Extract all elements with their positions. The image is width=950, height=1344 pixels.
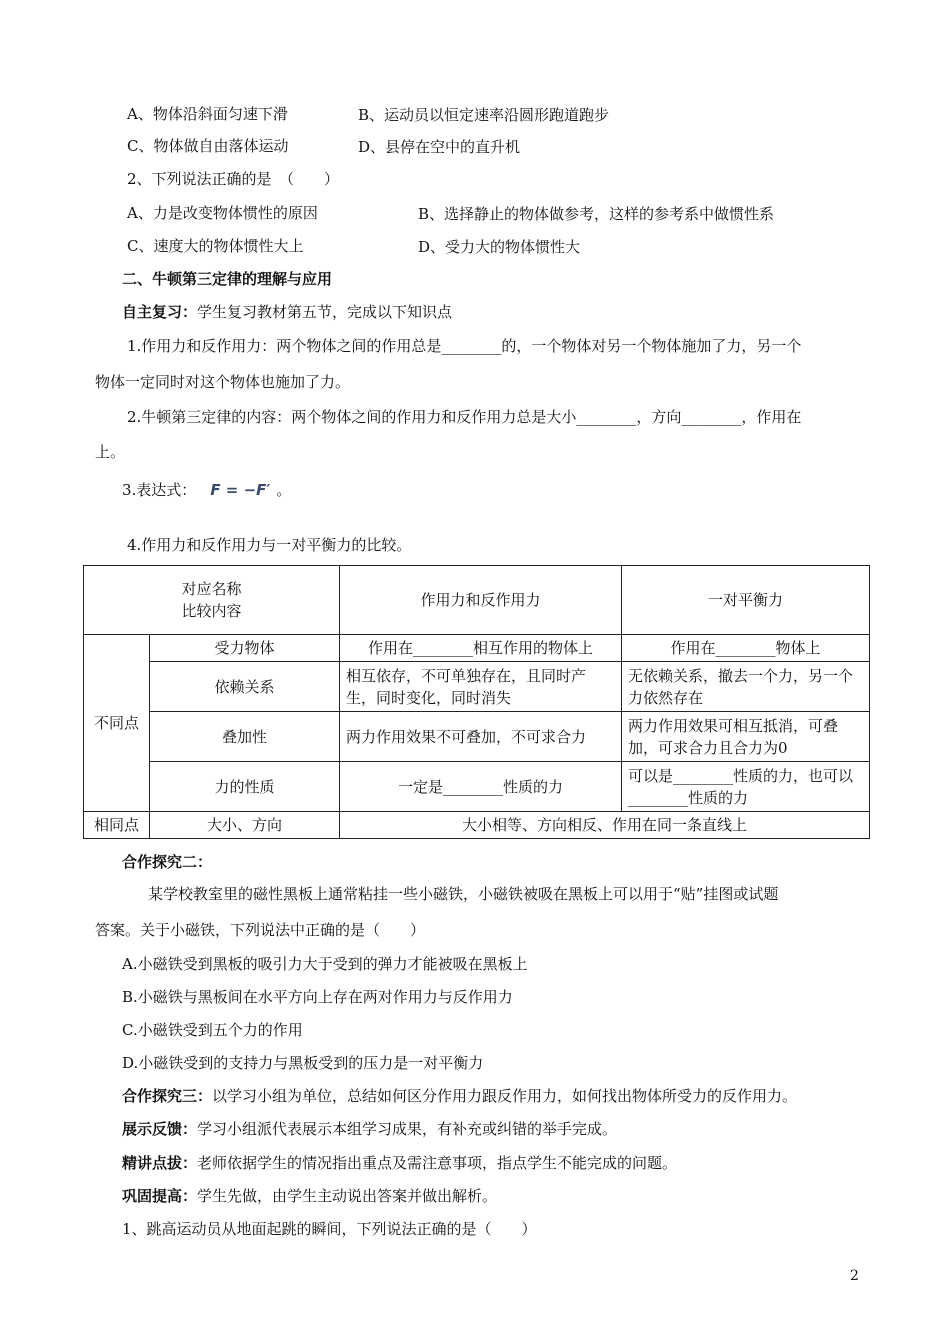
coop2-option-a: A.小磁铁受到黑板的吸引力大于受到的弹力才能被吸在黑板上	[122, 955, 528, 973]
coop3-text: 以学习小组为单位，总结如何区分作用力跟反作用力，如何找出物体所受力的反作用力。	[212, 1087, 798, 1105]
newton-third-law-formula: F = −F′	[210, 481, 271, 499]
knowledge-3	[122, 480, 291, 500]
knowledge-4: 4.作用力和反作用力与一对平衡力的比较。	[127, 536, 412, 554]
row-action-value: 一定是________性质的力	[340, 762, 622, 812]
row-balance-value: 可以是________性质的力，也可以________性质的力	[622, 762, 870, 812]
same-value: 大小相等、方向相反、作用在同一条直线上	[340, 812, 870, 839]
consolidate-text: 学生先做，由学生主动说出答案并做出解析。	[197, 1187, 498, 1205]
table-header-row	[84, 566, 870, 635]
section2-heading: 二、牛顿第三定律的理解与应用	[122, 270, 333, 288]
q1-option-a: A、物体沿斜面匀速下滑	[127, 105, 288, 123]
knowledge-1-line2: 物体一定同时对这个物体也施加了力。	[95, 373, 351, 391]
coop2-line2: 答案。关于小磁铁，下列说法中正确的是（ ）	[95, 921, 426, 939]
row-action-value: 两力作用效果不可叠加，不可求合力	[340, 712, 622, 762]
q2-option-b: B、选择静止的物体做参考，这样的参考系中做惯性系	[418, 205, 775, 223]
q2-option-d: D、受力大的物体惯性大	[418, 238, 581, 256]
q2-option-c: C、速度大的物体惯性大上	[127, 237, 304, 255]
q2-stem: 2、下列说法正确的是 （ ）	[127, 170, 340, 188]
coop2-option-c: C.小磁铁受到五个力的作用	[122, 1021, 303, 1039]
q1-option-d: D、县停在空中的直升机	[358, 138, 521, 156]
feedback-paragraph	[122, 1119, 617, 1139]
row-balance-value: 无依赖关系，撤去一个力，另一个力依然存在	[622, 662, 870, 712]
review-text: 学生复习教材第五节，完成以下知识点	[197, 303, 453, 321]
row-action-value: 作用在________相互作用的物体上	[340, 635, 622, 662]
coop2-line1: 某学校教室里的磁性黑板上通常粘挂一些小磁铁，小磁铁被吸在黑板上可以用于“贴”挂图或试题	[148, 885, 779, 903]
coop3-label: 合作探究三：	[122, 1087, 213, 1105]
review-paragraph	[122, 302, 452, 322]
lecture-text: 老师依据学生的情况指出重点及需注意事项，指点学生不能完成的问题。	[197, 1154, 678, 1172]
expression-end: 。	[276, 481, 292, 499]
row-action-value: 相互依存，不可单独存在，且同时产生，同时变化，同时消失	[340, 662, 622, 712]
consolidate-label: 巩固提高：	[122, 1187, 198, 1205]
coop3-paragraph	[122, 1086, 797, 1106]
diff-label: 不同点	[84, 635, 150, 812]
header-balanced-forces: 一对平衡力	[622, 566, 870, 635]
q1-option-c: C、物体做自由落体运动	[127, 137, 289, 155]
knowledge-2-line2: 上。	[95, 443, 126, 461]
expression-label: 3.表达式：	[122, 481, 197, 499]
last-question: 1、跳高运动员从地面起跳的瞬间，下列说法正确的是（ ）	[122, 1220, 537, 1238]
header-action-reaction: 作用力和反作用力	[340, 566, 622, 635]
table-row-same	[84, 812, 870, 839]
table-row	[84, 662, 870, 712]
table-row	[84, 762, 870, 812]
table-row	[84, 712, 870, 762]
feedback-text: 学习小组派代表展示本组学习成果，有补充或纠错的举手完成。	[197, 1120, 618, 1138]
coop2-option-b: B.小磁铁与黑板间在水平方向上存在两对作用力与反作用力	[122, 988, 513, 1006]
coop2-heading: 合作探究二：	[122, 853, 213, 871]
same-label: 相同点	[84, 812, 150, 839]
lecture-paragraph	[122, 1153, 677, 1173]
q2-option-a: A、力是改变物体惯性的原因	[127, 204, 318, 222]
knowledge-2-line1: 2.牛顿第三定律的内容：两个物体之间的作用力和反作用力总是大小________，方向________，作用在	[127, 408, 802, 426]
comparison-table	[83, 565, 870, 839]
row-item: 力的性质	[150, 762, 340, 812]
row-balance-value: 作用在________物体上	[622, 635, 870, 662]
table-row	[84, 635, 870, 662]
row-item: 受力物体	[150, 635, 340, 662]
row-item: 叠加性	[150, 712, 340, 762]
consolidate-paragraph	[122, 1186, 497, 1206]
same-item: 大小、方向	[150, 812, 340, 839]
q1-option-b: B、运动员以恒定速率沿圆形跑道跑步	[358, 106, 610, 124]
lecture-label: 精讲点拔：	[122, 1154, 198, 1172]
header-label-line1: 对应名称	[181, 580, 242, 598]
row-balance-value: 两力作用效果可相互抵消，可叠加，可求合力且合力为0	[622, 712, 870, 762]
knowledge-1-line1: 1.作用力和反作用力：两个物体之间的作用总是________的，一个物体对另一个物体施加了力，另一个	[127, 337, 802, 355]
page-number: 2	[850, 1268, 859, 1284]
header-label-cell	[84, 566, 340, 635]
feedback-label: 展示反馈：	[122, 1120, 198, 1138]
review-label: 自主复习：	[122, 303, 198, 321]
coop2-option-d: D.小磁铁受到的支持力与黑板受到的压力是一对平衡力	[122, 1054, 484, 1072]
header-label-line2: 比较内容	[181, 602, 242, 620]
row-item: 依赖关系	[150, 662, 340, 712]
